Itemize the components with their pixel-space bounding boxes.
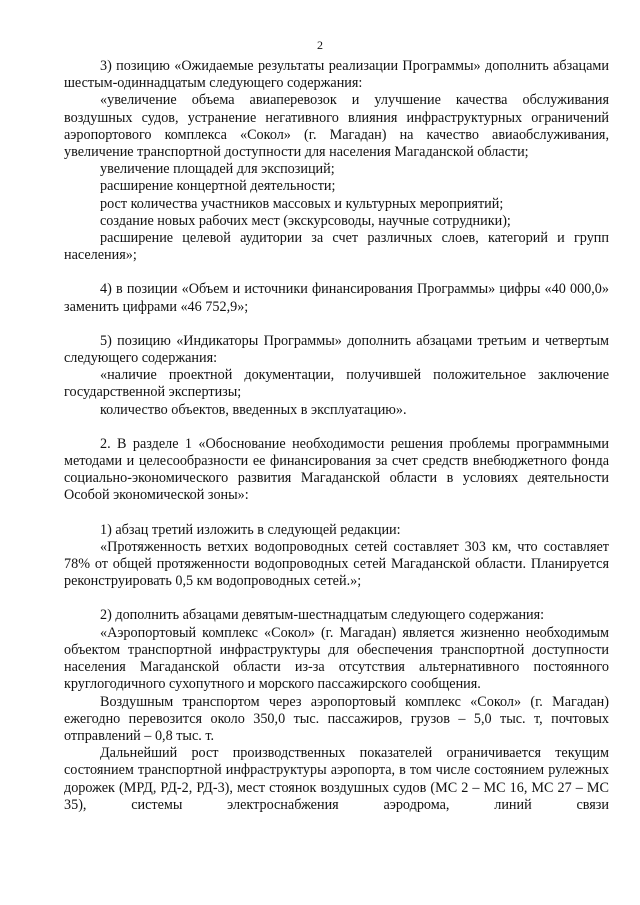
quote-airport-complex: «Аэропортовый комплекс «Сокол» (г. Магадан) является жизненно необходимым объектом транспортной инфраструктуры для обеспечения транспортной доступности населения Магаданской области из-за отсутствия альтернативного постоянного круглогодичного сухопутного и морского пассажирского сообщения. xyxy=(64,624,609,693)
spacer xyxy=(64,419,609,436)
paragraph-air-transport: Воздушным транспортом через аэропортовый комплекс «Сокол» (г. Магадан) ежегодно перевозится около 350,0 тыс. пассажиров, грузов – 5,0 тыс. т, почтовых отправлений – 0,8 тыс. т. xyxy=(64,693,609,744)
list-item: рост количества участников массовых и культурных мероприятий; xyxy=(100,195,504,212)
spacer xyxy=(64,590,609,607)
document-body xyxy=(64,58,609,814)
spacer xyxy=(64,316,609,333)
list-item: количество объектов, введенных в эксплуатацию». xyxy=(100,401,407,418)
section-2-heading: 2. В разделе 1 «Обоснование необходимости решения проблемы программными методами и целесообразности ее финансирования за счет средств внебюджетного фонда социально-экономического развития Магаданской области в условиях деятельности Особой экономической зоны»: xyxy=(64,435,609,504)
list-item: расширение целевой аудитории за счет различных слоев, категорий и групп населения»; xyxy=(64,230,609,264)
quote-indicators: «наличие проектной документации, получившей положительное заключение государственной экспертизы; xyxy=(64,367,609,401)
quote-water-networks: «Протяженность ветхих водопроводных сетей составляет 303 км, что составляет 78% от общей протяженности водопроводных сетей Магаданской области. Планируется реконструировать 0,5 км водопроводных сетей.»; xyxy=(64,538,609,590)
subparagraph-2: 2) дополнить абзацами девятым-шестнадцатым следующего содержания: xyxy=(100,607,545,624)
page-number: 2 xyxy=(317,38,323,52)
paragraph-item-5: 5) позицию «Индикаторы Программы» дополнить абзацами третьим и четвертым следующего содержания: xyxy=(64,332,609,367)
paragraph-growth-limits: Дальнейший рост производственных показателей ограничивается текущим состоянием транспортной инфраструктуры аэропорта, в том числе состоянием рулежных дорожек (МРД, РД-2, РД-3), мест стоянок воздушных судов (МС 2 – МС 16, МС 27 – МС 35), системы электроснабжения аэродрома, линий связи xyxy=(64,745,609,813)
spacer xyxy=(64,505,609,522)
paragraph-item-4: 4) в позиции «Объем и источники финансирования Программы» цифры «40 000,0» заменить цифрами «46 752,9»; xyxy=(64,281,609,315)
paragraph-item-3: 3) позицию «Ожидаемые результаты реализации Программы» дополнить абзацами шестым-одиннадцатым следующего содержания: xyxy=(64,58,609,92)
quote-expected-results: «увеличение объема авиаперевозок и улучшение качества обслуживания воздушных судов, устранение негативного влияния инфраструктурных ограничений аэропортового комплекса «Сокол» (г. Магадан) на качество авиаобслуживания, увеличение транспортной доступности для населения Магаданской области; xyxy=(64,92,609,161)
list-item: увеличение площадей для экспозиций; xyxy=(100,161,335,178)
spacer xyxy=(64,264,609,281)
subparagraph-1: 1) абзац третий изложить в следующей редакции: xyxy=(100,521,401,538)
list-item: расширение концертной деятельности; xyxy=(100,178,336,195)
list-item: создание новых рабочих мест (экскурсоводы, научные сотрудники); xyxy=(100,212,511,229)
